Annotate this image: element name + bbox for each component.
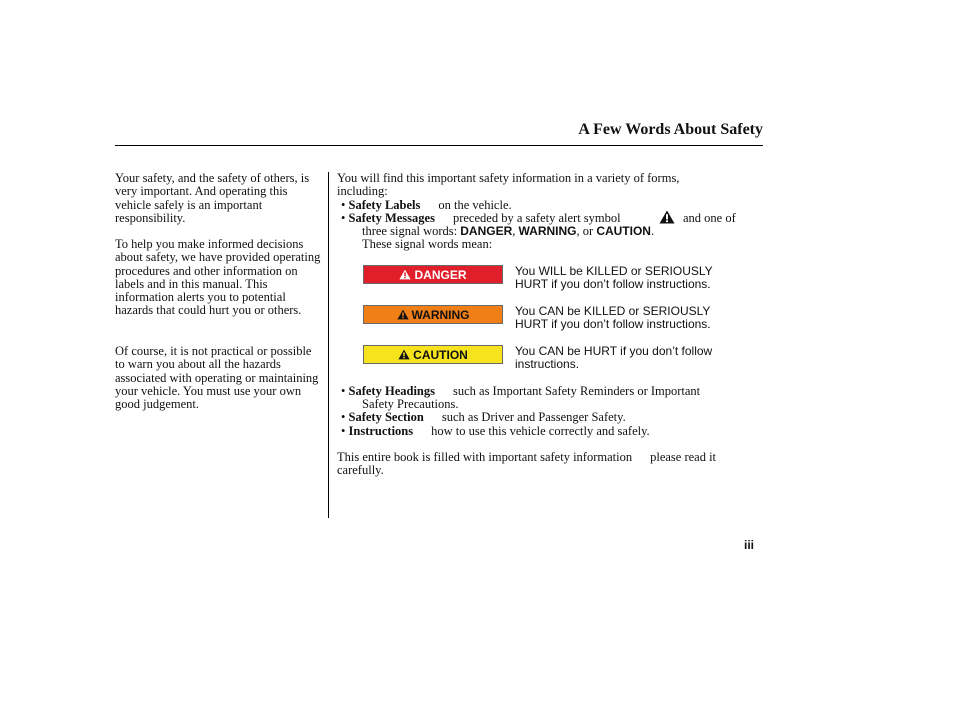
bullet-desc: such as Important Safety Reminders or Important xyxy=(452,384,701,398)
bullet-desc: such as Driver and Passenger Safety. xyxy=(441,410,626,424)
left-paragraph-3: Of course, it is not practical or possible to warn you about all the hazards associated with operating or maintaining your vehicle. You must use your own good judgement. xyxy=(115,344,319,412)
danger-meaning-line-2: HURT if you don’t follow instructions. xyxy=(515,277,711,292)
caution-meaning-line-2: instructions. xyxy=(515,357,580,372)
caution-meaning xyxy=(515,345,745,372)
safety-alert-triangle-icon xyxy=(397,309,409,320)
warning-meaning xyxy=(515,305,745,332)
caution-meaning-line-1: You CAN be HURT if you don’t follow xyxy=(515,344,713,358)
headings-desc-line-2: Safety Precautions. xyxy=(362,397,459,411)
bullet-mark: • xyxy=(341,424,346,438)
closing-text-b: please read it xyxy=(650,450,717,464)
bullet-desc: on the vehicle. xyxy=(438,198,512,212)
warning-label-box xyxy=(363,305,503,324)
bullet-mark: • xyxy=(341,211,346,225)
warning-label: WARNING xyxy=(411,307,470,322)
messages-and-one-of: and one of xyxy=(683,211,736,225)
title-rule xyxy=(115,145,763,146)
period: . xyxy=(650,224,655,238)
danger-label: DANGER xyxy=(414,267,467,282)
bullet-desc: preceded by a safety alert symbol xyxy=(452,211,621,225)
closing-text-a: This entire book is filled with important safety information xyxy=(337,450,633,464)
left-paragraph-2: To help you make informed decisions about safety, we have provided operating procedures and other information on labels and in this manual. This information alerts you to potential hazards that could hurt you or others. xyxy=(115,237,321,318)
bullet-instructions xyxy=(341,425,650,438)
bullet-term: Safety Messages xyxy=(348,211,435,225)
bullet-term: Safety Section xyxy=(348,410,424,424)
closing-line-2: carefully. xyxy=(337,463,384,477)
column-divider xyxy=(328,172,329,518)
page-title: A Few Words About Safety xyxy=(578,121,763,138)
signal-words-mean: These signal words mean: xyxy=(362,237,493,251)
danger-label-box xyxy=(363,265,503,284)
safety-alert-triangle-icon xyxy=(399,269,411,280)
safety-alert-triangle-icon xyxy=(659,210,675,224)
bullet-safety-section xyxy=(341,411,626,424)
bullet-desc: how to use this vehicle correctly and safely. xyxy=(431,424,650,438)
danger-meaning xyxy=(515,265,745,292)
warning-meaning-line-1: You CAN be KILLED or SERIOUSLY xyxy=(515,304,711,318)
signal-word-warning: WARNING xyxy=(518,224,577,238)
signal-word-danger: DANGER xyxy=(460,224,513,238)
left-paragraph-1: Your safety, and the safety of others, is very important. And operating this vehicle safely is an important responsibility. xyxy=(115,171,310,225)
danger-meaning-line-1: You WILL be KILLED or SERIOUSLY xyxy=(515,264,713,278)
comma: , xyxy=(512,224,516,238)
signal-words-prefix: three signal words: xyxy=(362,224,458,238)
page-number: iii xyxy=(744,538,755,552)
intro-line-1: You will find this important safety information in a variety of forms, xyxy=(337,171,680,185)
intro-line-2: including: xyxy=(337,184,388,198)
caution-label: CAUTION xyxy=(413,347,468,362)
bullet-mark: • xyxy=(341,198,346,212)
or-text: , or xyxy=(576,224,594,238)
bullet-mark: • xyxy=(341,384,346,398)
bullet-term: Instructions xyxy=(348,424,414,438)
signal-word-caution: CAUTION xyxy=(596,224,651,238)
warning-meaning-line-2: HURT if you don’t follow instructions. xyxy=(515,317,711,332)
caution-label-box xyxy=(363,345,503,364)
bullet-mark: • xyxy=(341,410,346,424)
bullet-term: Safety Labels xyxy=(348,198,421,212)
safety-alert-triangle-icon xyxy=(398,349,410,360)
closing-line-1 xyxy=(337,451,716,464)
bullet-term: Safety Headings xyxy=(348,384,435,398)
